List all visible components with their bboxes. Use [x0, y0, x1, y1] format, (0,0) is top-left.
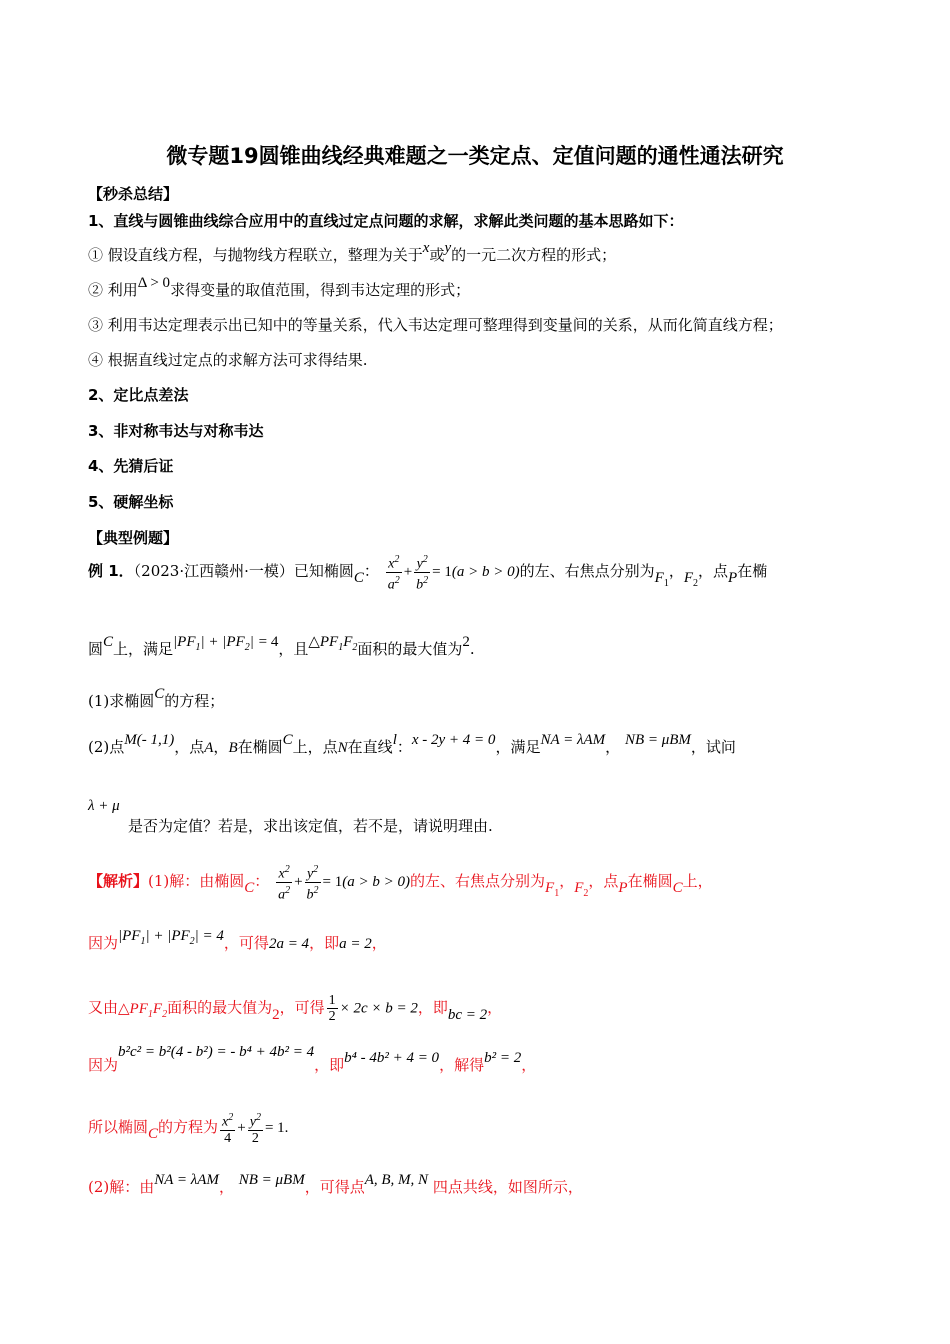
example1-q2-end: 是否为定值？若是，求出该定值，若不是，请说明理由. [128, 817, 493, 835]
item1-heading: 1、直线与圆锥曲线综合应用中的直线过定点问题的求解，求解此类问题的基本思路如下： [88, 212, 684, 230]
solution-line3: 又由$\triangle PF_1F_2$面积的最大值为2，可得 $\frac{1}{2}$ × 2c × b = 2，即bc = 2， [88, 993, 503, 1024]
examples-heading: 【典型例题】 [88, 529, 179, 547]
solution-line1: 【解析】(1)解：由椭圆C： $\frac{x^2}{a^2}$ + $\frac{y^2}{b^2}$ = 1(a > b > 0)的左、右焦点分别为$F_1$，$F_2$，点P在椭圆C上， [88, 864, 713, 903]
page-title: 微专题19圆锥曲线经典难题之一类定点、定值问题的通性通法研究 [166, 144, 784, 168]
step4: ④ 根据直线过定点的求解方法可求得结果. [88, 351, 368, 369]
example1-lambda-mu: λ + μ [88, 798, 120, 814]
solution-line6: (2)解：由NA = λAM， NB = μBM，可得点A, B, M, N 四点共线，如图所示， [88, 1172, 583, 1196]
example1-line1: 例 1．（2023·江西赣州·一模）已知椭圆C： $\frac{x^2}{a^2}$ + $\frac{y^2}{b^2}$ = 1(a > b > 0)的左、右焦点分别为$F_1$，$F_2$，点P在椭 [88, 554, 768, 593]
item3: 3、非对称韦达与对称韦达 [88, 422, 264, 440]
example1-q1: (1)求椭圆C的方程； [88, 686, 225, 710]
item4: 4、先猜后证 [88, 457, 174, 475]
solution-line4: 因为b²c² = b²(4 - b²) = - b⁴ + 4b² = 4，即b⁴ - 4b² + 4 = 0，解得b² = 2， [88, 1044, 537, 1074]
step2: ② 利用Δ > 0求得变量的取值范围，得到韦达定理的形式； [88, 275, 471, 299]
example1-q2: (2)点M(- 1,1)，点A，B在椭圆C上，点N在直线l：x - 2y + 4 = 0，满足NA = λAM， NB = μBM，试问 [88, 732, 736, 756]
step3: ③ 利用韦达定理表示出已知中的等量关系，代入韦达定理可整理得到变量间的关系，从而化简直线方程； [88, 316, 783, 334]
item5: 5、硬解坐标 [88, 493, 174, 511]
step1: ① 假设直线方程，与抛物线方程联立，整理为关于x或y的一元二次方程的形式； [88, 240, 617, 264]
ellipse-y-frac: $\frac{y^2}{b^2}$ [416, 554, 429, 593]
example1-line2: 圆C上，满足$|PF_1| + |PF_2| = 4$，且$\triangle PF_1F_2$面积的最大值为2. [88, 634, 475, 658]
ellipse-x-frac: $\frac{x^2}{a^2}$ [387, 554, 400, 593]
item2: 2、定比点差法 [88, 386, 189, 404]
solution-line5: 所以椭圆C的方程为 $\frac{x^2}{4}$ + $\frac{y^2}{2}$ = 1. [88, 1112, 289, 1146]
solution-line2: 因为$|PF_1| + |PF_2| = 4$，可得2a = 4，即a = 2， [88, 928, 387, 952]
summary-heading: 【秒杀总结】 [88, 185, 179, 203]
